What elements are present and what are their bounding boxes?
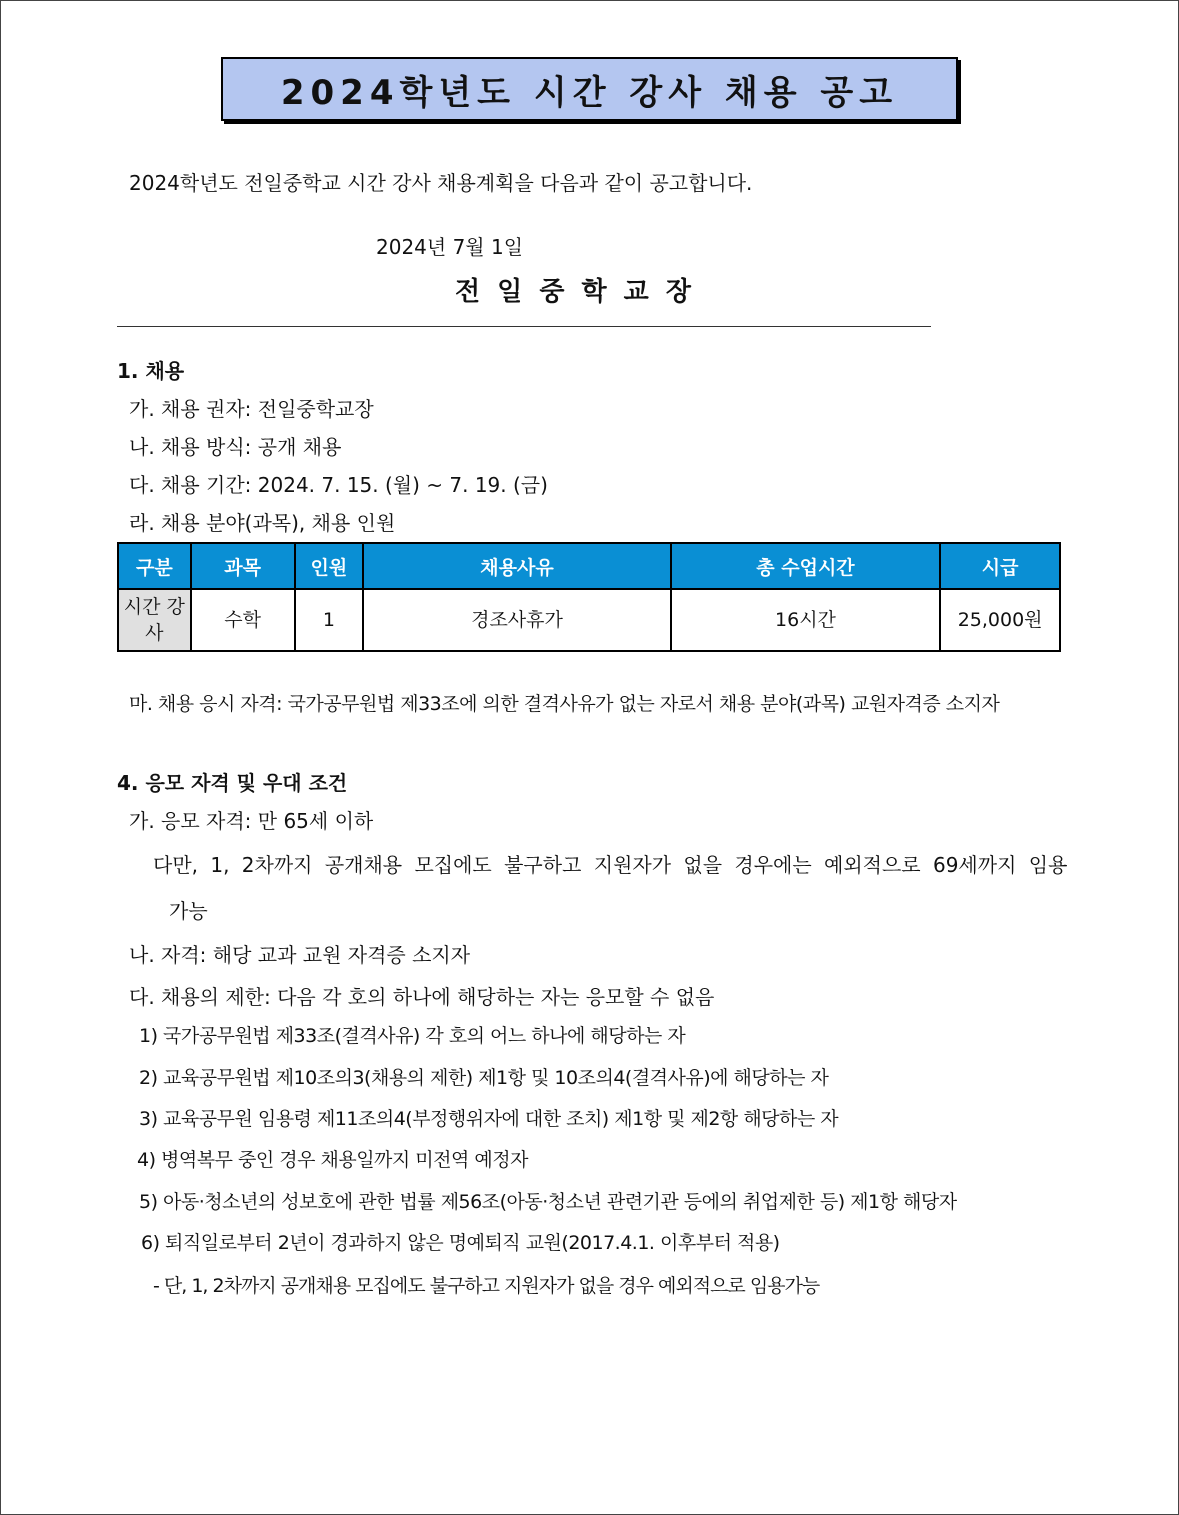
section1-item-da: 다. 채용 기간: 2024. 7. 15. (월) ~ 7. 19. (금) [129,473,548,497]
section1-item-na: 나. 채용 방식: 공개 채용 [129,435,342,459]
header-wage: 시급 [940,543,1060,589]
section1-qualification: 마. 채용 응시 자격: 국가공무원법 제33조에 의한 결격사유가 없는 자로서 채용 분야(과목) 교원자격증 소지자 [129,693,1000,715]
section4-heading: 4. 응모 자격 및 우대 조건 [117,771,348,795]
section1-item-ga: 가. 채용 권자: 전일중학교장 [129,397,374,421]
section4-item-ga-note: 다만, 1, 2차까지 공개채용 모집에도 불구하고 지원자가 없을 경우에는 예외적으로 69세까지 임용 [153,853,1068,877]
section4-item-da: 다. 채용의 제한: 다음 각 호의 하나에 해당하는 자는 응모할 수 없음 [129,985,715,1009]
intro-text: 2024학년도 전일중학교 시간 강사 채용계획을 다음과 같이 공고합니다. [129,171,753,195]
restriction-exception: - 단, 1, 2차까지 공개채용 모집에도 불구하고 지원자가 없을 경우 예외적으로 임용가능 [153,1275,820,1297]
school-principal: 전 일 중 학 교 장 [455,277,695,307]
table-header-row [118,543,1060,589]
section4-item-ga-note-cont: 가능 [169,899,208,923]
document-title: 2024학년도 시간 강사 채용 공고 [221,57,958,121]
header-category: 구분 [118,543,191,589]
cell-hours: 16시간 [671,589,941,651]
header-reason: 채용사유 [363,543,670,589]
divider-line [117,326,931,327]
section1-heading: 1. 채용 [117,359,185,383]
announcement-date: 2024년 7월 1일 [376,235,524,259]
header-subject: 과목 [191,543,295,589]
restriction-item-2: 2) 교육공무원법 제10조의3(채용의 제한) 제1항 및 10조의4(결격사유)에 해당하는 자 [139,1067,829,1089]
cell-reason: 경조사휴가 [363,589,670,651]
section4-item-ga: 가. 응모 자격: 만 65세 이하 [129,809,374,833]
header-count: 인원 [295,543,364,589]
restriction-item-1: 1) 국가공무원법 제33조(결격사유) 각 호의 어느 하나에 해당하는 자 [139,1025,686,1047]
section1-item-ra: 라. 채용 분야(과목), 채용 인원 [129,511,396,535]
table-row [118,589,1060,651]
hiring-table [117,542,1061,652]
cell-wage: 25,000원 [940,589,1060,651]
cell-count: 1 [295,589,364,651]
header-hours: 총 수업시간 [671,543,941,589]
restriction-item-4: 4) 병역복무 중인 경우 채용일까지 미전역 예정자 [137,1149,528,1171]
restriction-item-6: 6) 퇴직일로부터 2년이 경과하지 않은 명예퇴직 교원(2017.4.1. 이후부터 적용) [141,1232,780,1254]
section4-item-na: 나. 자격: 해당 교과 교원 자격증 소지자 [129,943,471,967]
cell-category: 시간 강사 [118,589,191,651]
restriction-item-3: 3) 교육공무원 임용령 제11조의4(부정행위자에 대한 조치) 제1항 및 제2항 해당하는 자 [139,1108,839,1130]
cell-subject: 수학 [191,589,295,651]
restriction-item-5: 5) 아동·청소년의 성보호에 관한 법률 제56조(아동·청소년 관련기관 등에의 취업제한 등) 제1항 해당자 [139,1191,957,1213]
